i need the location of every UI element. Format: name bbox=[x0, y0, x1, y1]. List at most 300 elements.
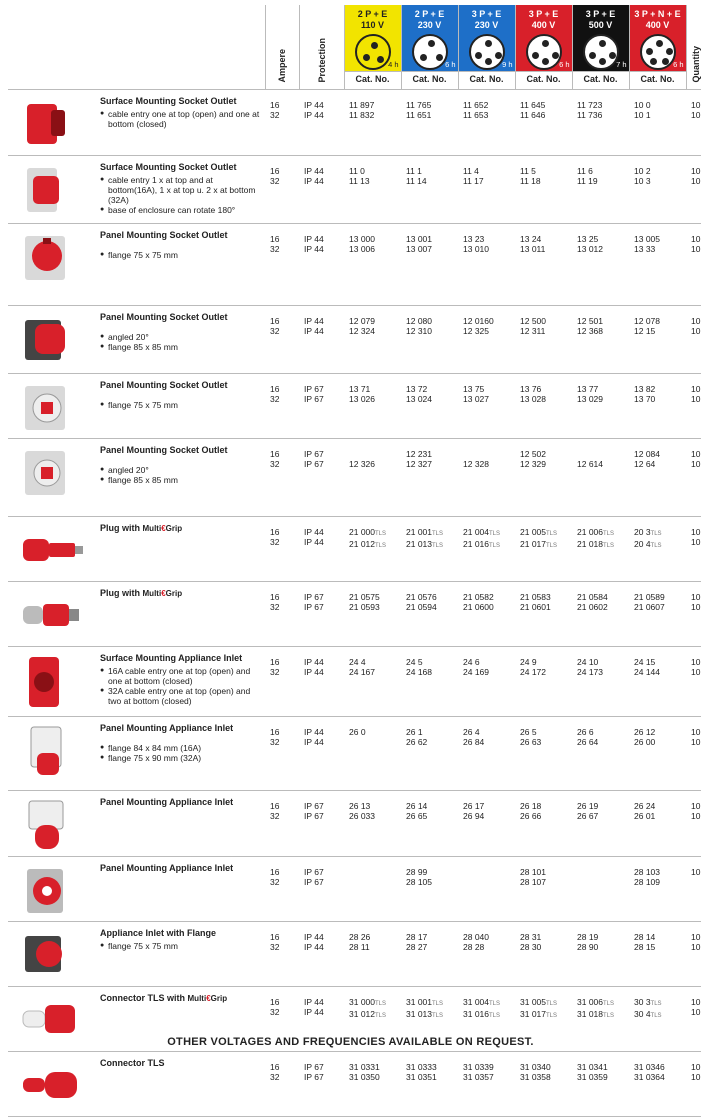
product-image bbox=[21, 382, 85, 436]
product-description bbox=[98, 1052, 265, 1117]
line-value: 21 012TLS bbox=[349, 539, 387, 549]
product-title: Surface Mounting Appliance Inlet bbox=[100, 653, 243, 663]
clock-position: 4 h bbox=[388, 60, 399, 69]
line-value: 11 832 bbox=[349, 110, 375, 120]
ampere-cell bbox=[265, 156, 299, 224]
cat-no-cell bbox=[515, 647, 572, 717]
cat-no-cell bbox=[401, 517, 458, 582]
tls-suffix: TLS bbox=[603, 531, 615, 537]
socket-pin-icon bbox=[599, 40, 606, 47]
line-value: IP 44 bbox=[304, 932, 324, 942]
line-value: 12 328 bbox=[463, 459, 489, 469]
line-value: 16 bbox=[270, 867, 280, 877]
line-value: 12 329 bbox=[520, 459, 546, 469]
line-value: IP 67 bbox=[304, 449, 324, 459]
line-value: 13 82 bbox=[634, 384, 656, 394]
line-value: 21 005TLS bbox=[520, 527, 558, 537]
line-value: 21 018TLS bbox=[577, 539, 615, 549]
cat-no-cell bbox=[458, 517, 515, 582]
line-value: 12 231 bbox=[406, 449, 432, 459]
line-value: 11 765 bbox=[406, 100, 432, 110]
ampere-cell bbox=[265, 374, 299, 439]
line-value: 10 bbox=[691, 384, 701, 394]
cat-no-cell bbox=[458, 306, 515, 374]
product-image bbox=[21, 590, 85, 644]
cat-no-cell bbox=[458, 1052, 515, 1117]
line-value: IP 67 bbox=[304, 811, 324, 821]
cat-no-cell bbox=[344, 717, 401, 791]
line-value: 24 9 bbox=[520, 657, 537, 667]
line-value: 10 bbox=[691, 537, 701, 547]
line-value: 10 bbox=[691, 244, 701, 254]
protection-cell bbox=[299, 224, 344, 306]
socket-face-icon bbox=[526, 34, 562, 70]
line-value: 20 3TLS bbox=[634, 527, 662, 537]
cat-no-cell bbox=[629, 1052, 686, 1117]
line-value: 10 1 bbox=[634, 110, 651, 120]
voltage-value: 110 V bbox=[360, 20, 385, 30]
line-value: 13 000 bbox=[349, 234, 375, 244]
table-row bbox=[8, 922, 701, 987]
cat-no-cell bbox=[344, 517, 401, 582]
line-value: 13 012 bbox=[577, 244, 603, 254]
tls-suffix: TLS bbox=[603, 1001, 615, 1007]
product-image bbox=[21, 447, 85, 501]
tls-suffix: TLS bbox=[603, 543, 615, 549]
product-feature: ● cable entry one at top (open) and one at bottom (closed) bbox=[100, 109, 263, 129]
product-title: Plug with Multi€Grip bbox=[100, 588, 183, 598]
line-value: IP 67 bbox=[304, 384, 324, 394]
line-value: 24 172 bbox=[520, 667, 546, 677]
cat-no-cell bbox=[344, 647, 401, 717]
product-feature: ● flange 75 x 75 mm bbox=[100, 250, 263, 260]
product-image bbox=[21, 98, 85, 152]
line-value: 10 bbox=[691, 1072, 701, 1082]
voltage-header-3 bbox=[515, 5, 572, 90]
multigrip-logo: Multi€Grip bbox=[187, 994, 228, 1003]
line-value: 32 bbox=[270, 737, 280, 747]
product-feature: ● flange 85 x 85 mm bbox=[100, 342, 263, 352]
line-value: 32 bbox=[270, 877, 280, 887]
socket-pin-icon bbox=[420, 54, 427, 61]
cat-no-cell bbox=[572, 717, 629, 791]
voltage-value: 400 V bbox=[645, 20, 670, 30]
line-value: IP 44 bbox=[304, 667, 324, 677]
product-title: Panel Mounting Socket Outlet bbox=[100, 312, 228, 322]
line-value: 13 011 bbox=[520, 244, 546, 254]
line-value: 28 11 bbox=[349, 942, 370, 952]
line-value: 21 016TLS bbox=[463, 539, 501, 549]
product-description bbox=[98, 791, 265, 857]
tls-suffix: TLS bbox=[546, 543, 558, 549]
line-value: 28 19 bbox=[577, 932, 599, 942]
tls-suffix: TLS bbox=[603, 1013, 615, 1019]
socket-pin-icon bbox=[428, 40, 435, 47]
tls-suffix: TLS bbox=[489, 543, 501, 549]
line-value: 28 27 bbox=[406, 942, 428, 952]
table-row bbox=[8, 582, 701, 647]
tls-suffix: TLS bbox=[546, 531, 558, 537]
voltage-value: 500 V bbox=[588, 20, 613, 30]
protection-cell bbox=[299, 90, 344, 156]
line-value: 26 24 bbox=[634, 801, 656, 811]
product-title: Panel Mounting Socket Outlet bbox=[100, 380, 228, 390]
line-value: 24 168 bbox=[406, 667, 432, 677]
cat-no-cell bbox=[629, 582, 686, 647]
product-image-cell bbox=[8, 1052, 98, 1117]
line-value: 31 016TLS bbox=[463, 1009, 501, 1019]
line-value: 13 33 bbox=[634, 244, 656, 254]
socket-pin-icon bbox=[485, 40, 492, 47]
tls-suffix: TLS bbox=[546, 1013, 558, 1019]
voltage-header-2 bbox=[458, 5, 515, 90]
line-value: 32 bbox=[270, 811, 280, 821]
tls-suffix: TLS bbox=[432, 531, 444, 537]
line-value: 10 bbox=[691, 234, 701, 244]
quantity-cell bbox=[686, 374, 701, 439]
line-value: 13 77 bbox=[577, 384, 599, 394]
ampere-cell bbox=[265, 582, 299, 647]
cat-no-cell bbox=[344, 90, 401, 156]
line-value: 16 bbox=[270, 657, 280, 667]
line-value: IP 44 bbox=[304, 166, 324, 176]
line-value: 28 105 bbox=[406, 877, 432, 887]
tls-suffix: TLS bbox=[375, 1001, 387, 1007]
clock-position: 6 h bbox=[559, 60, 570, 69]
cat-no-cell bbox=[458, 90, 515, 156]
cat-no-cell bbox=[515, 791, 572, 857]
cat-no-cell bbox=[515, 517, 572, 582]
cat-no-cell bbox=[629, 717, 686, 791]
table-row bbox=[8, 857, 701, 922]
cat-no-cell bbox=[572, 90, 629, 156]
product-description bbox=[98, 517, 265, 582]
cat-no-cell bbox=[401, 717, 458, 791]
cat-no-cell bbox=[401, 306, 458, 374]
tls-suffix: TLS bbox=[489, 1013, 501, 1019]
ampere-cell bbox=[265, 791, 299, 857]
product-image-cell bbox=[8, 922, 98, 987]
line-value: IP 44 bbox=[304, 527, 324, 537]
socket-face-icon bbox=[583, 34, 619, 70]
cat-no-cell bbox=[401, 224, 458, 306]
line-value bbox=[349, 449, 401, 459]
line-value: 28 101 bbox=[520, 867, 546, 877]
line-value: 24 144 bbox=[634, 667, 660, 677]
socket-pin-icon bbox=[589, 52, 596, 59]
line-value: 31 0346 bbox=[634, 1062, 665, 1072]
line-value: 31 0364 bbox=[634, 1072, 665, 1082]
table-row bbox=[8, 717, 701, 791]
line-value: 12 64 bbox=[634, 459, 656, 469]
line-value: 24 4 bbox=[349, 657, 366, 667]
clock-position: 6 h bbox=[673, 60, 684, 69]
line-value: 10 bbox=[691, 657, 701, 667]
product-feature: ● 16A cable entry one at top (open) and one at bottom (closed) bbox=[100, 666, 263, 686]
tls-suffix: TLS bbox=[546, 1001, 558, 1007]
line-value: 11 646 bbox=[520, 110, 546, 120]
cat-no-cell bbox=[344, 374, 401, 439]
cat-no-cell bbox=[344, 306, 401, 374]
line-value bbox=[577, 449, 629, 459]
cat-no-cell bbox=[515, 922, 572, 987]
quantity-cell bbox=[686, 224, 701, 306]
line-value: 10 bbox=[691, 942, 701, 952]
product-feature: ● angled 20° bbox=[100, 332, 263, 342]
line-value: IP 44 bbox=[304, 942, 324, 952]
product-image-cell bbox=[8, 374, 98, 439]
line-value: 21 0600 bbox=[463, 602, 494, 612]
quantity-cell bbox=[686, 306, 701, 374]
cat-no-cell bbox=[572, 374, 629, 439]
line-value: 10 bbox=[691, 166, 701, 176]
line-value: 31 0341 bbox=[577, 1062, 608, 1072]
tls-suffix: TLS bbox=[375, 531, 387, 537]
line-value: 28 14 bbox=[634, 932, 656, 942]
line-value: 13 23 bbox=[463, 234, 485, 244]
product-image-cell bbox=[8, 647, 98, 717]
line-value: 32 bbox=[270, 1007, 280, 1017]
cat-no-cell bbox=[572, 582, 629, 647]
protection-cell bbox=[299, 791, 344, 857]
cat-no-cell bbox=[515, 90, 572, 156]
line-value: 11 897 bbox=[349, 100, 375, 110]
line-value: 31 000TLS bbox=[349, 997, 387, 1007]
line-value: IP 67 bbox=[304, 459, 324, 469]
cat-no-cell bbox=[401, 922, 458, 987]
product-image-cell bbox=[8, 717, 98, 791]
line-value: IP 44 bbox=[304, 997, 324, 1007]
cat-no-cell bbox=[515, 156, 572, 224]
product-image-cell bbox=[8, 582, 98, 647]
line-value: 11 723 bbox=[577, 100, 603, 110]
line-value: 21 001TLS bbox=[406, 527, 444, 537]
cat-no-cell bbox=[344, 922, 401, 987]
line-value: 10 bbox=[691, 602, 701, 612]
cat-no-cell bbox=[629, 90, 686, 156]
line-value: IP 44 bbox=[304, 657, 324, 667]
cat-no-cell bbox=[458, 439, 515, 517]
cat-no-cell bbox=[515, 224, 572, 306]
line-value: 28 107 bbox=[520, 877, 546, 887]
line-value: 32 bbox=[270, 459, 280, 469]
line-value: 11 4 bbox=[463, 166, 479, 176]
line-value: 11 653 bbox=[463, 110, 489, 120]
line-value bbox=[577, 867, 629, 877]
line-value: 26 5 bbox=[520, 727, 537, 737]
line-value bbox=[577, 877, 629, 887]
tls-suffix: TLS bbox=[650, 1001, 662, 1007]
line-value: 12 324 bbox=[349, 326, 375, 336]
line-value: 20 4TLS bbox=[634, 539, 662, 549]
line-value: 21 0602 bbox=[577, 602, 608, 612]
cat-no-cell bbox=[458, 647, 515, 717]
line-value: 12 326 bbox=[349, 459, 375, 469]
cat-no-cell bbox=[458, 791, 515, 857]
protection-cell bbox=[299, 582, 344, 647]
line-value: 32 bbox=[270, 110, 280, 120]
socket-pin-icon bbox=[552, 52, 559, 59]
voltage-poles: 3 P + E bbox=[471, 9, 502, 19]
line-value: 21 0593 bbox=[349, 602, 380, 612]
cat-no-cell bbox=[572, 439, 629, 517]
tls-suffix: TLS bbox=[489, 1001, 501, 1007]
cat-no-cell bbox=[515, 439, 572, 517]
product-feature: ● flange 75 x 75 mm bbox=[100, 941, 263, 951]
line-value: 31 0333 bbox=[406, 1062, 437, 1072]
line-value: 26 1 bbox=[406, 727, 423, 737]
line-value: 16 bbox=[270, 592, 280, 602]
ampere-header: Ampere bbox=[265, 5, 299, 90]
line-value: 32 bbox=[270, 394, 280, 404]
line-value: 10 bbox=[691, 110, 701, 120]
product-title: Connector TLS with Multi€Grip bbox=[100, 993, 228, 1003]
product-description bbox=[98, 156, 265, 224]
cat-no-cell bbox=[401, 1052, 458, 1117]
cat-no-cell bbox=[629, 374, 686, 439]
protection-cell bbox=[299, 374, 344, 439]
line-value: 10 bbox=[691, 667, 701, 677]
cat-no-cell bbox=[401, 156, 458, 224]
line-value: 12 311 bbox=[520, 326, 546, 336]
line-value: 26 0 bbox=[349, 727, 366, 737]
product-image-cell bbox=[8, 517, 98, 582]
tls-suffix: TLS bbox=[650, 1013, 662, 1019]
line-value: 26 6 bbox=[577, 727, 594, 737]
line-value: IP 67 bbox=[304, 1072, 324, 1082]
product-image bbox=[21, 232, 85, 286]
voltage-header-4 bbox=[572, 5, 629, 90]
protection-cell bbox=[299, 156, 344, 224]
line-value bbox=[349, 737, 401, 747]
product-description bbox=[98, 647, 265, 717]
line-value: 26 94 bbox=[463, 811, 485, 821]
protection-cell bbox=[299, 647, 344, 717]
line-value: 11 651 bbox=[406, 110, 432, 120]
line-value: IP 67 bbox=[304, 1062, 324, 1072]
line-value: 10 bbox=[691, 1062, 701, 1072]
line-value: 26 13 bbox=[349, 801, 371, 811]
cat-no-cell bbox=[344, 1052, 401, 1117]
line-value: 11 0 bbox=[349, 166, 365, 176]
line-value: 28 103 bbox=[634, 867, 660, 877]
cat-no-cell bbox=[515, 717, 572, 791]
line-value: 10 2 bbox=[634, 166, 651, 176]
line-value: 11 736 bbox=[577, 110, 603, 120]
product-feature: ● flange 75 x 90 mm (32A) bbox=[100, 753, 263, 763]
voltage-value: 400 V bbox=[531, 20, 556, 30]
line-value: IP 67 bbox=[304, 592, 324, 602]
cat-no-cell bbox=[401, 374, 458, 439]
line-value: 13 76 bbox=[520, 384, 542, 394]
line-value: 11 14 bbox=[406, 176, 427, 186]
line-value: 13 027 bbox=[463, 394, 489, 404]
line-value: 10 bbox=[691, 811, 701, 821]
product-feature: ● angled 20° bbox=[100, 465, 263, 475]
product-description bbox=[98, 90, 265, 156]
line-value: 31 0340 bbox=[520, 1062, 551, 1072]
line-value: IP 67 bbox=[304, 394, 324, 404]
line-value: 13 028 bbox=[520, 394, 546, 404]
line-value: 26 62 bbox=[406, 737, 428, 747]
line-value: 16 bbox=[270, 384, 280, 394]
line-value: 31 0359 bbox=[577, 1072, 608, 1082]
socket-pin-icon bbox=[495, 52, 502, 59]
protection-header: Protection bbox=[299, 5, 344, 90]
product-image bbox=[21, 314, 85, 368]
ampere-cell bbox=[265, 517, 299, 582]
cat-no-cell bbox=[401, 439, 458, 517]
quantity-cell bbox=[686, 90, 701, 156]
line-value: IP 44 bbox=[304, 110, 324, 120]
socket-pin-icon bbox=[371, 42, 378, 49]
line-value: 26 18 bbox=[520, 801, 542, 811]
line-value: 13 005 bbox=[634, 234, 660, 244]
line-value: 13 006 bbox=[349, 244, 375, 254]
product-title: Panel Mounting Appliance Inlet bbox=[100, 797, 234, 807]
cat-no-label: Cat. No. bbox=[402, 71, 458, 86]
tls-suffix: TLS bbox=[432, 543, 444, 549]
socket-pin-icon bbox=[662, 58, 669, 65]
header-row bbox=[8, 5, 701, 90]
product-image-cell bbox=[8, 306, 98, 374]
cat-no-cell bbox=[515, 1052, 572, 1117]
line-value: 31 018TLS bbox=[577, 1009, 615, 1019]
line-value: 10 bbox=[691, 100, 701, 110]
line-value: 12 0160 bbox=[463, 316, 494, 326]
cat-no-cell bbox=[515, 374, 572, 439]
product-image bbox=[21, 799, 85, 853]
line-value: 31 0358 bbox=[520, 1072, 551, 1082]
cat-no-label: Cat. No. bbox=[459, 71, 515, 86]
ampere-cell bbox=[265, 90, 299, 156]
ampere-cell bbox=[265, 717, 299, 791]
product-image bbox=[21, 525, 85, 579]
tls-suffix: TLS bbox=[432, 1001, 444, 1007]
line-value: 10 bbox=[691, 997, 701, 1007]
multigrip-logo: Multi€Grip bbox=[142, 524, 183, 533]
line-value: 16 bbox=[270, 316, 280, 326]
quantity-cell bbox=[686, 791, 701, 857]
cat-no-cell bbox=[344, 791, 401, 857]
line-value: 16 bbox=[270, 234, 280, 244]
product-description bbox=[98, 922, 265, 987]
socket-pin-icon bbox=[363, 54, 370, 61]
quantity-cell bbox=[686, 647, 701, 717]
cat-no-cell bbox=[629, 156, 686, 224]
product-image bbox=[21, 930, 85, 984]
line-value: IP 44 bbox=[304, 100, 324, 110]
line-value: 28 31 bbox=[520, 932, 542, 942]
line-value: 10 bbox=[691, 394, 701, 404]
line-value: 12 079 bbox=[349, 316, 375, 326]
line-value: 26 12 bbox=[634, 727, 656, 737]
ampere-cell bbox=[265, 224, 299, 306]
cat-no-cell bbox=[458, 922, 515, 987]
line-value: 24 167 bbox=[349, 667, 375, 677]
line-value: 11 6 bbox=[577, 166, 593, 176]
footer-note: OTHER VOLTAGES AND FREQUENCIES AVAILABLE ON REQUEST. bbox=[167, 1036, 534, 1048]
product-title: Panel Mounting Socket Outlet bbox=[100, 230, 228, 240]
line-value: 13 71 bbox=[349, 384, 371, 394]
line-value: IP 67 bbox=[304, 867, 324, 877]
line-value: 13 026 bbox=[349, 394, 375, 404]
voltage-label-1 bbox=[402, 5, 458, 71]
line-value: 26 65 bbox=[406, 811, 428, 821]
line-value: 26 84 bbox=[463, 737, 485, 747]
line-value: 21 0594 bbox=[406, 602, 437, 612]
line-value: 21 0584 bbox=[577, 592, 608, 602]
